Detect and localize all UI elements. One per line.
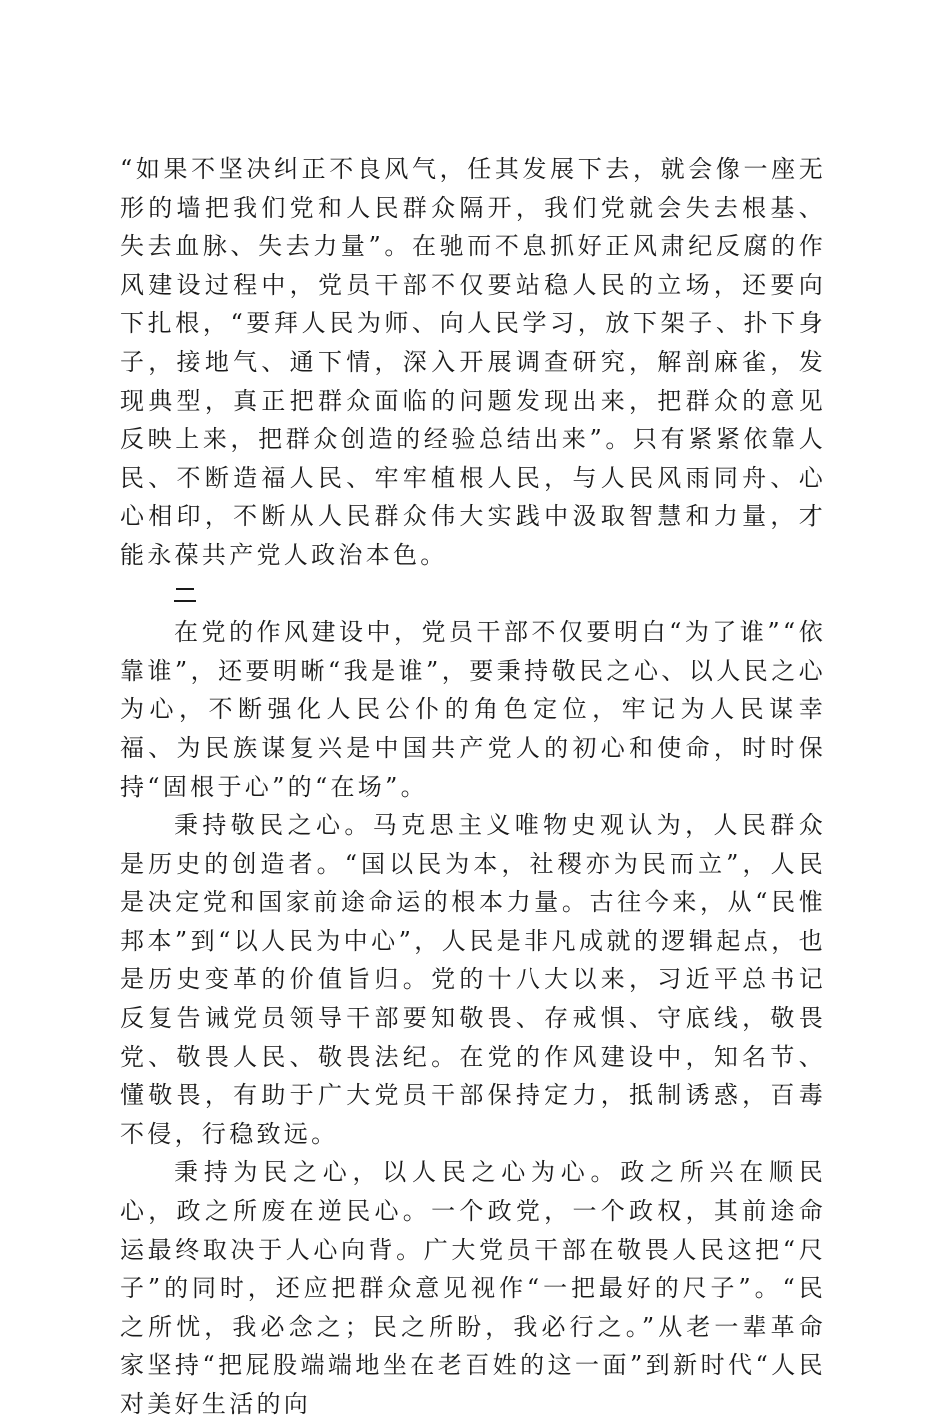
paragraph-4: 秉持为民之心，以人民之心为心。政之所兴在顺民心，政之所废在逆民心。一个政党，一个政权，其前途命运最终取决于人心向背。广大党员干部在敬畏人民这把“尺子”的同时，还应把群众意见视作“一把最好的尺子”。“民之所忧，我必念之；民之所盼，我必行之。”从老一辈革命家坚持“把屁股端端地坐在老百姓的这一面”到新时代“人民对美好生活的向 xyxy=(120,1158,826,1418)
section-heading-stroke-bottom xyxy=(174,600,196,602)
paragraph-1: “如果不坚决纠正不良风气，任其发展下去，就会像一座无形的墙把我们党和人民群众隔开，我们党就会失去根基、失去血脉、失去力量”。在驰而不息抓好正风肃纪反腐的作风建设过程中，党员干部不仅要站稳人民的立场，还要向下扎根，“要拜人民为师、向人民学习，放下架子、扑下身子，接地气、通下情，深入开展调查研究，解剖麻雀，发现典型，真正把群众面临的问题发现出来，把群众的意见反映上来，把群众创造的经验总结出来”。只有紧紧依靠人民、不断造福人民、牢牢植根人民，与人民风雨同舟、心心相印，不断从人民群众伟大实践中汲取智慧和力量，才能永葆共产党人政治本色。 xyxy=(120,155,826,569)
document-page xyxy=(120,150,826,1424)
paragraph-2: 在党的作风建设中，党员干部不仅要明白“为了谁”“依靠谁”，还要明晰“我是谁”，要秉持敬民之心、以人民之心为心，不断强化人民公仆的角色定位，牢记为人民谋幸福、为民族谋复兴是中国共产党人的初心和使命，时时保持“固根于心”的“在场”。 xyxy=(120,618,826,801)
section-heading xyxy=(120,575,826,614)
section-heading-stroke-top xyxy=(176,588,194,590)
paragraph-3: 秉持敬民之心。马克思主义唯物史观认为，人民群众是历史的创造者。“国以民为本，社稷亦为民而立”，人民是决定党和国家前途命运的根本力量。古往今来，从“民惟邦本”到“以人民为中心”，人民是非凡成就的逻辑起点，也是历史变革的价值旨归。党的十八大以来，习近平总书记反复告诫党员领导干部要知敬畏、存戒惧、守底线，敬畏党、敬畏人民、敬畏法纪。在党的作风建设中，知名节、懂敬畏，有助于广大党员干部保持定力，抵制诱惑，百毒不侵，行稳致远。 xyxy=(120,811,826,1148)
